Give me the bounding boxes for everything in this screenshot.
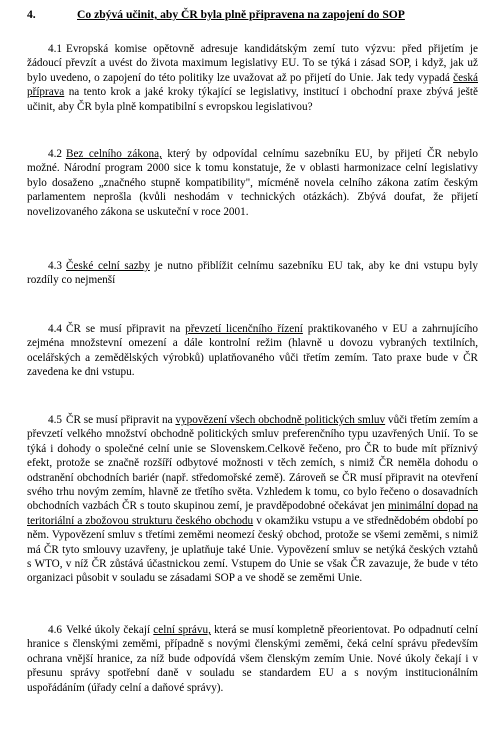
paragraph-number: 4.1	[48, 43, 62, 55]
paragraph-text: praktikovaného v EU a zahrnujícího zejména množstevní omezení a dále kontrolní režim (hlavně u dovozu vybraných textilních, ocelářských a zemědělských výrobků) uplatňovaného vůči třetím zemím. Tato praxe bude v ČR zavedena ke dni vstupu.	[27, 323, 478, 379]
paragraph-4-3	[27, 259, 478, 288]
paragraph-number: 4.6	[48, 624, 62, 636]
paragraph-4-1	[27, 42, 478, 114]
underlined-term: České celní sazby	[65, 260, 150, 272]
underlined-term: převzetí licenčního řízení	[185, 323, 303, 335]
paragraph-text: Evropská komise opětovně adresuje kandidátským zemí tuto výzvu: před přijetím je žádoucí převzít a uvést do života maximum legislativy EU. To se týká i zásad SOP, i když, jak už bylo uvedeno, o zapojení do této politiky lze uvažovat až po přijetí do Unie. Jak tedy vypadá	[27, 43, 478, 84]
section-number: 4.	[27, 8, 36, 21]
paragraph-4-4	[27, 322, 478, 380]
paragraph-text: který by odpovídal celnímu sazebníku EU, by přijetí ČR nebylo možné. Národní program 2000 sice k tomu konstatuje, že v oblasti harmonizace celní legislativy bylo dosaženo „značného stupně kompatibility", mícméně novela celního zákona zatím českým parlamentem neprošla (kvůli neshodám v technických otázkách). Zbývá doufat, že přijetí novelizovaného zákona se uskuteční v roce 2001.	[27, 148, 478, 218]
paragraph-text: Velké úkoly čekají	[65, 624, 154, 636]
section-title: Co zbývá učinit, aby ČR byla plně připravena na zapojení do SOP	[77, 8, 405, 21]
paragraph-text: ČR se musí připravit na	[65, 414, 176, 426]
underlined-term: minimální dopad na teritoriální a zbožovou strukturu českého obchodu	[27, 500, 479, 527]
underlined-term: celní správu,	[153, 624, 211, 636]
paragraph-text: ČR se musí připravit na	[65, 323, 186, 335]
paragraph-number: 4.5	[48, 414, 62, 426]
paragraph-text: na tento krok a jaké kroky týkající se legislativy, institucí i obchodní praxe zbývá ještě učinit, aby ČR byla plně kompatibilní s evropskou legislativou?	[27, 86, 478, 113]
paragraph-4-5	[27, 413, 478, 586]
paragraph-text: je nutno přiblížit celnímu sazebníku EU tak, aby ke dni vstupu byly rozdíly co nejmenší	[27, 260, 478, 287]
paragraph-number: 4.4	[48, 323, 62, 335]
paragraph-text: která se musí kompletně přeorientovat. Po odpadnutí celní hranice s členskými zeměmi, případně s novými členskými zeměmi, čeká celní správu především ochrana vnější hranice, za níž bude odpovídá všem členským zemím Unie. Nové úkoly čekají i v přesunu správy spotřební daně v souladu se standardem EU a s novým institucionálním uspořádáním (úřady celní a daňové správy).	[27, 624, 478, 694]
paragraph-number: 4.3	[48, 260, 62, 272]
section-heading	[27, 8, 477, 22]
underlined-term: česká příprava	[27, 71, 478, 99]
paragraph-4-2	[27, 147, 478, 219]
paragraph-number: 4.2	[48, 148, 62, 160]
underlined-term: Bez celního zákona,	[65, 148, 162, 160]
paragraph-4-6	[27, 623, 478, 695]
paragraph-text: v okamžiku vstupu a ve střednědobém období po něm. Vypovězení smluv s třetími zeměmi neomezí český obchod, protože se všemi zeměmi, s nimiž má ČR tyto smlouvy uzavřeny, je uplatňuje také Unie. Vypovězení smluv se netýká českých vztahů s WTO, v níž ČR zůstává účastnickou zemí. Vstupem do Unie se však ČR zavazuje, že bude v této organizaci působit v souladu se zásadami SOP a ve shodě se zeměmi Unie.	[27, 514, 478, 585]
paragraph-text: vůči třetím zemím a převzetí velkého množství obchodně politických smluv preferenčního typu uzavřených Unií. To se týká i dohody o společné celní unie se Slovenskem.Celkově řečeno, pro ČR to bude mít příznivý efekt, protože se značně rozšíří odbytové možnosti v těch zemích, s nimiž ČR neměla dohodu o odstranění obchodních bariér (např. středomořské země). Zároveň se ČR musí připravit na otevření svého trhu novým zemím, hlavně ze třetího světa. Vzhledem k tomu, co bylo řečeno o dosavadních obchodních vazbách ČR s touto skupinou zemí, je pravděpodobné očekávat jen	[27, 414, 478, 513]
underlined-term: vypovězení všech obchodně politických smluv	[175, 414, 386, 426]
